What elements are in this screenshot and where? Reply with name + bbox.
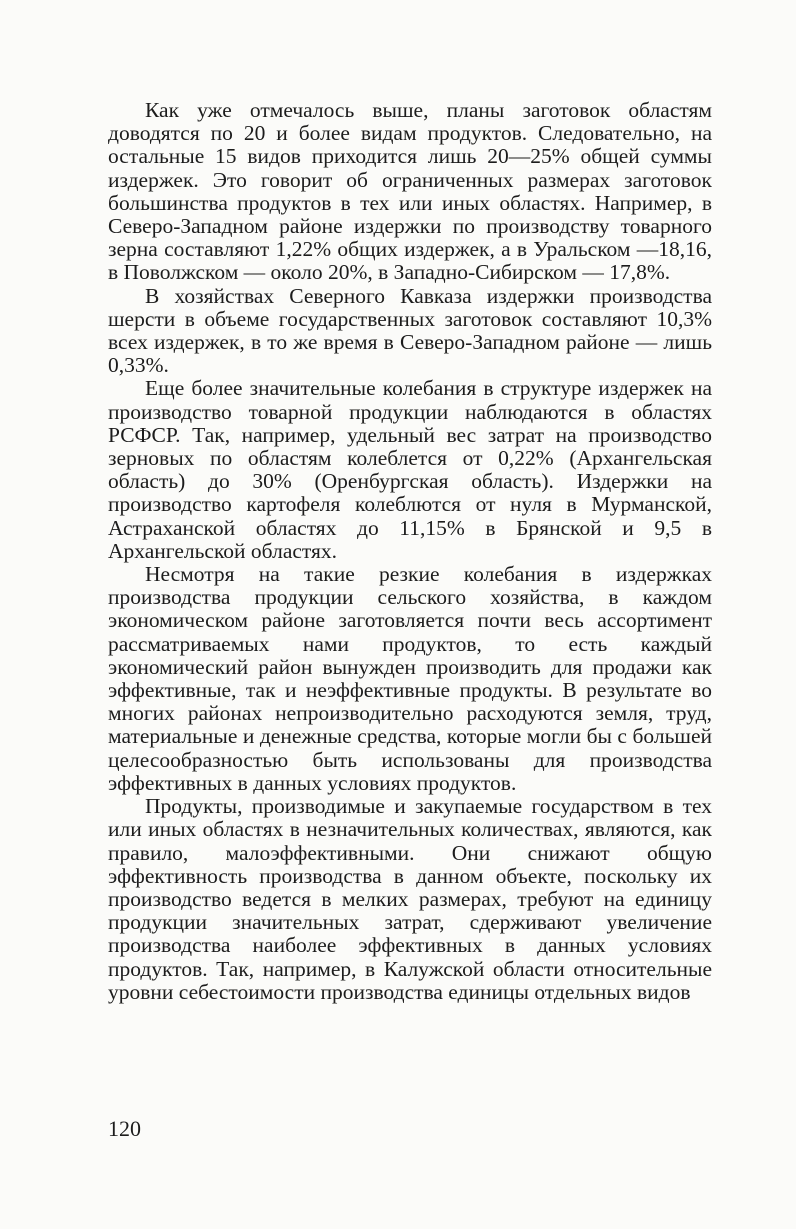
page-number: 120 xyxy=(108,1116,141,1141)
paragraph-4: Несмотря на такие резкие колебания в издержках производства продукции сельского хозяйства, в каждом экономическом районе заготовляется почти весь ассортимент рассматриваемых нами продуктов, то есть каждый экономический район вынужден производить для продажи как эффективные, так и неэффективные продукты. В результате во многих районах непроизводительно расходуются земля, труд, материальные и денежные средства, которые могли бы с большей целесообразностью быть использованы для производства эффективных в данных условиях продуктов. xyxy=(108,562,712,795)
paragraph-5: Продукты, производимые и закупаемые государством в тех или иных областях в незначительных количествах, являются, как правило, малоэффективными. Они снижают общую эффективность производства в данном объекте, поскольку их производство ведется в мелких размерах, требуют на единицу продукции значительных затрат, сдерживают увеличение производства наиболее эффективных в данных условиях продуктов. Так, например, в Калужской области относительные уровни себестоимости производства единицы отдельных видов xyxy=(108,794,712,1004)
paragraph-2: В хозяйствах Северного Кавказа издержки производства шерсти в объеме государственных заготовок составляют 10,3% всех издержек, в то же время в Северо-Западном районе — лишь 0,33%. xyxy=(108,283,712,378)
paragraph-1: Как уже отмечалось выше, планы заготовок областям доводятся по 20 и более видам продуктов. Следовательно, на остальные 15 видов приходится лишь 20—25% общей суммы издержек. Это говорит об ограниченных размерах заготовок большинства продуктов в тех или иных областях. Например, в Северо-Западном районе издержки по производству товарного зерна составляют 1,22% общих издержек, а в Уральском —18,16, в Поволжском — около 20%, в Западно-Сибирском — 17,8%. xyxy=(108,98,712,285)
paragraph-3: Еще более значительные колебания в структуре издержек на производство товарной продукции наблюдаются в областях РСФСР. Так, например, удельный вес затрат на производство зерновых по областям колеблется от 0,22% (Архангельская область) до 30% (Оренбургская область). Издержки на производство картофеля колеблются от нуля в Мурманской, Астраханской областях до 11,15% в Брянской и 9,5 в Архангельской областях. xyxy=(108,376,712,563)
body-text xyxy=(108,99,712,1004)
